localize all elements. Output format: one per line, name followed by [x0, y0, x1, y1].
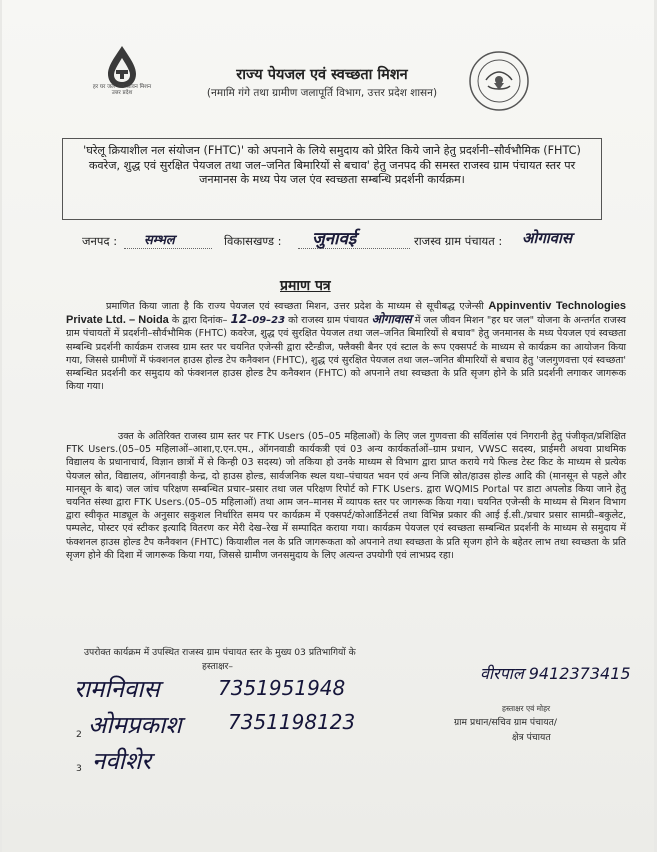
- program-title-box: [62, 138, 602, 220]
- district-underline: [124, 248, 212, 249]
- attendee-2-number: 2: [76, 729, 82, 740]
- district-value: सम्भल: [144, 233, 175, 248]
- pradhan-role-2: क्षेत्र पंचायत: [512, 732, 551, 743]
- district-label: जनपद :: [82, 234, 118, 248]
- pradhan-signature: वीरपाल 9412373415: [480, 664, 631, 683]
- pradhan-sign-label: हस्ताक्षर एवं मोहर: [502, 704, 551, 713]
- gram-panchayat-label: राजस्व ग्राम पंचायत :: [414, 234, 503, 248]
- block-label: विकासखण्ड :: [224, 234, 282, 248]
- block-underline: [298, 248, 410, 249]
- attendees-sign-label: हस्ताक्षर–: [202, 661, 234, 672]
- para1-body: में जल जीवन मिशन "हर घर जल" योजना के अन्तर्गत राजस्व ग्राम पंचायतों में प्रदर्शनी–सौर्वभौमिक (FHTC) कवरेज, शुद्ध एवं सुरक्षित पेयजल तथा जल–जनित बिमारियों से बचाव" हेतु जनमानस के मध्य पेयजल एवं स्वच्छता सम्बन्धि प्रदर्शनी कार्यक्रम राजस्व ग्राम स्तर पर चयनित एजेन्सी द्वारा स्टैन्डीज, फ्लैक्सी बैनर एवं स्टाल के रूप एक्सपर्ट के माध्यम से कार्यक्रम का आयोजन किया गया, जिससे ग्रामीणों में फंक्शनल हाउस होल्ड टेप कनैक्शन (FHTC), शुद्ध एवं सुरक्षित पेयजल तथा जल–जनित बीमारियों से बचाव हेतु 'जलगुणवत्ता एवं स्वच्छता' सम्बन्धित प्रदर्शनी कर समुदाय को फंक्शनल हाउस होल्ड टैप कनैक्शन (FHTC) को अपनाने तथा स्वच्छता के प्रति सृजग होने के प्रति प्रदर्शनी लगाकर जागरूक किया गया।: [66, 315, 626, 393]
- certificate-heading: प्रमाण पत्र: [280, 278, 331, 294]
- certificate-page: [2, 0, 654, 852]
- gram-panchayat-value: ओगावास: [522, 229, 573, 247]
- agency-name: Appinventiv Technologies Private Ltd. – Noida: [66, 300, 626, 327]
- header-subtitle: (नमामि गंगे तथा ग्रामीण जलापूर्ति विभाग, उत्तर प्रदेश शासन): [206, 87, 438, 99]
- attendees-intro: उपरोक्त कार्यक्रम में उपस्थित राजस्व ग्राम पंचायत स्तर के मुख्य 03 प्रतिभागियों के: [84, 647, 356, 658]
- para1-intro: प्रमाणित किया जाता है कि राज्य पेयजल एवं स्वच्छता मिशन, उत्तर प्रदेश के माध्यम से सूचीबद्ध एजेन्सी: [106, 301, 484, 312]
- attendee-1-phone: 7351951948: [218, 676, 346, 700]
- attendee-1-signature: रामनिवास: [74, 675, 160, 703]
- para1-panchayat-prefix: को राजस्व ग्राम पंचायत: [288, 315, 369, 327]
- logo-left-caption: हर घर जल जल जीवन मिशन उत्तर प्रदेश: [92, 84, 152, 96]
- attendee-2-signature: ओमप्रकाश: [88, 711, 182, 739]
- attendee-3-signature: नवीशेर: [92, 747, 152, 775]
- attendee-2-phone: 7351198123: [228, 710, 356, 734]
- para1-date-prefix: के द्वारा दिनांक–: [171, 315, 228, 327]
- village-name: ओगावास: [371, 312, 412, 327]
- up-government-seal: [468, 50, 530, 112]
- date-day: 12: [230, 312, 248, 327]
- pradhan-role: ग्राम प्रधान/सचिव ग्राम पंचायत/: [454, 717, 557, 728]
- para2-body: उक्त के अतिरिक्त राजस्व ग्राम स्तर पर FTK Users (05–05 महिलाओं) के लिए जल गुणवत्ता की सर्विलांस एवं निगरानी हेतु पंजीकृत/प्रशिक्षित FTK Users.(05–05 महिलाओं–आशा,ए.एन.एम., ऑगनवाडी कार्यकत्री एवं 03 अन्य कार्यकर्ताओं–ग्राम प्रधान, VWSC सदस्य, प्राईमरी अथवा प्राथमिक विद्यालय के प्रधानाचार्य, विज्ञान छात्रों में से किन्ही 03 सदस्य) जो तकिया हो उनके माध्यम से विभाग द्वारा प्राप्त कराये गये फिल्ड टेस्ट किट के माध्यम से प्रत्येक पेयजल स्रोत, विद्यालय, ऑगनवाड़ी केन्द्र, दो हाउस होल्ड, सार्वजनिक स्थल यथा–पंचायत भवन एवं अन्य निजि स्रोत/हाउस होल्ड आदि की (मानसून से पहले और मानसून के बाद) जल जांच परिक्षण सम्बन्धित प्रचार–प्रसार तथा जल परिक्षण रिपोर्ट को FTK Users. द्वारा WQMIS Portal पर डाटा अपलोड किया जाने हेतु चयनित संस्था द्वारा FTK Users.(05–05 महिलाओं) तथा आम जन–मानस में व्यापक स्तर पर जागरूक किया गया। चयनित एजेन्सी के माध्यम से मिशन विभाग द्वारा स्वीकृत माड्यूल के अनुसार सकुशल निर्धारित समय पर कार्यक्रम में एक्सपर्ट/कोआर्डिनेटर्स तथा विभिन्न प्रकार की आई ई.सी./प्रचार प्रसार सामग्री–बकुलेट, पम्पलेट, पोस्टर एवं स्टीकर इत्यादि वितरण कर मेरी देख–रेख में सम्पादित कराया गया। कार्यक्रम पेयजल एवं स्वच्छता सम्बन्धित प्रदर्शनी के माध्यम से समुदाय में फंक्शनल हाउस होल्ड टैप कनैक्शन (FHTC) कियाशील नल के प्रति जागरूकता को अपनाने तथा स्वच्छता के प्रति सृजग होने के बहेतर लाभ तथा स्वच्छता के प्रति सृजग होने की दिशा में जागरूक किया गया, जिससे ग्रामीण जनसमुदाय के लिए अत्यन्त उपयोगी एवं लाभप्रद रहा।: [66, 431, 626, 561]
- date-rest: –09–23: [247, 315, 286, 327]
- certificate-paragraph-2: [66, 430, 626, 562]
- program-title-text: 'घरेलू क्रियाशील नल संयोजन (FHTC)' को अपनाने के लिये समुदाय को प्रेरित किये जाने हेतु प्रदर्शनी–सौर्वभौमिक (FHTC) कवरेज, शुद्ध एवं सुरक्षित पेयजल तथा जल–जनित बिमारियों से बचाव' हेतु जनपद की समस्त राजस्व ग्राम पंचायत स्तर पर जनमानस के मध्य पेय जल एंव स्वच्छता सम्बन्धि प्रदर्शनी कार्यक्रम।: [83, 144, 581, 186]
- block-value: जुनावई: [312, 229, 357, 249]
- header-title: राज्य पेयजल एवं स्वच्छता मिशन: [236, 67, 408, 83]
- certificate-paragraph-1: [66, 300, 626, 393]
- district-field: [82, 234, 117, 249]
- attendee-3-number: 3: [76, 763, 82, 774]
